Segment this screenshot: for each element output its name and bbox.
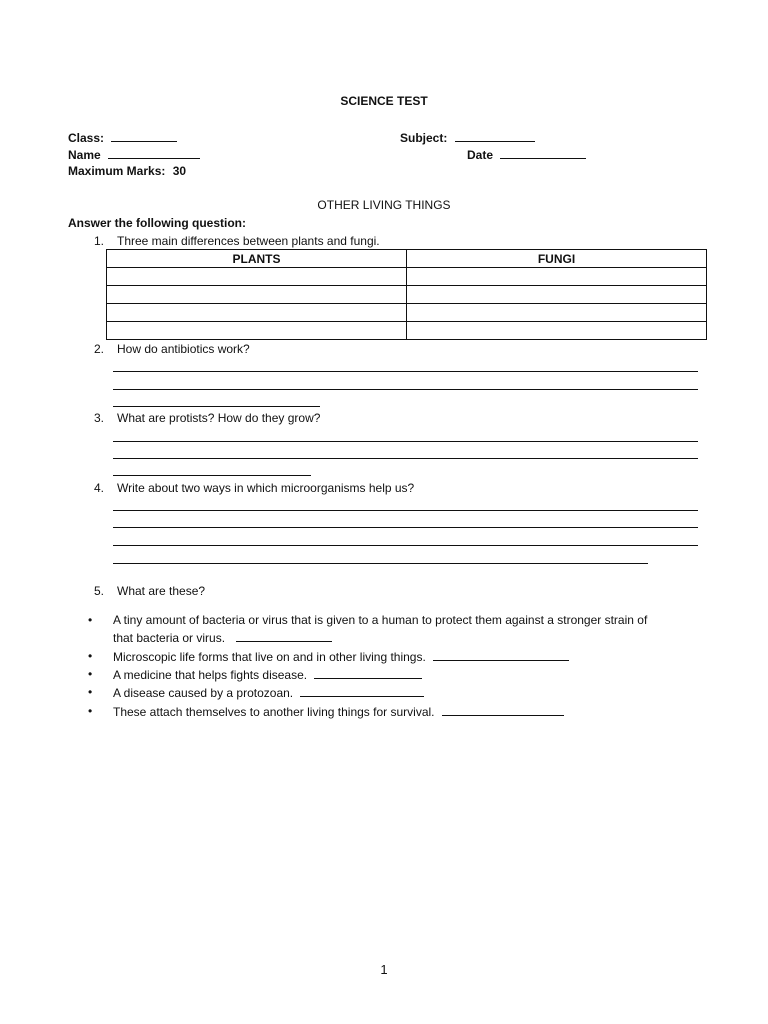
bullet-item-antibiotic	[113, 667, 422, 682]
date-field	[467, 147, 586, 162]
bullet-text: A disease caused by a protozoan.	[113, 686, 294, 700]
table-row	[107, 322, 707, 340]
bullet-text: Microscopic life forms that live on and in other living things.	[113, 650, 426, 664]
table-header-row	[107, 250, 707, 268]
table-row	[107, 268, 707, 286]
bullet-item-protozoan-disease	[113, 685, 424, 700]
answer-line[interactable]	[113, 406, 320, 407]
question-text: How do antibiotics work?	[117, 342, 250, 356]
bullet-icon: •	[88, 649, 93, 663]
bullet-text: These attach themselves to another living things for survival.	[113, 705, 435, 719]
table-row	[107, 286, 707, 304]
bullet-item-vaccine	[113, 630, 332, 645]
table-cell[interactable]	[407, 304, 707, 322]
answer-line[interactable]	[113, 510, 698, 511]
bullet-item-microorganisms	[113, 649, 569, 664]
question-number: 2.	[94, 342, 105, 356]
question-number: 4.	[94, 481, 105, 495]
question-5	[94, 584, 205, 598]
table-cell[interactable]	[407, 268, 707, 286]
answer-line[interactable]	[113, 475, 311, 476]
instruction: Answer the following question:	[68, 216, 246, 230]
class-label: Class:	[68, 131, 105, 145]
table-cell[interactable]	[107, 322, 407, 340]
answer-blank[interactable]	[236, 630, 332, 642]
table-row	[107, 304, 707, 322]
column-header-fungi: FUNGI	[407, 250, 707, 268]
max-marks	[68, 164, 186, 178]
class-field	[68, 130, 177, 145]
subject-label: Subject:	[400, 131, 448, 145]
name-label: Name	[68, 148, 101, 162]
question-3	[94, 411, 320, 425]
answer-line[interactable]	[113, 458, 698, 459]
date-blank[interactable]	[500, 147, 586, 159]
bullet-icon: •	[88, 704, 93, 718]
max-marks-value: 30	[172, 164, 187, 178]
table-cell[interactable]	[107, 304, 407, 322]
section-title: OTHER LIVING THINGS	[317, 198, 451, 212]
answer-blank[interactable]	[314, 667, 422, 679]
column-header-plants: PLANTS	[107, 250, 407, 268]
bullet-item-parasites	[113, 704, 564, 719]
question-number: 5.	[94, 584, 105, 598]
answer-line[interactable]	[113, 563, 648, 564]
subject-blank[interactable]	[455, 130, 535, 142]
bullet-icon: •	[88, 685, 93, 699]
question-2	[94, 342, 250, 356]
table-cell[interactable]	[407, 286, 707, 304]
bullet-text: A medicine that helps fights disease.	[113, 668, 308, 682]
question-1	[94, 234, 380, 248]
table-cell[interactable]	[407, 322, 707, 340]
class-blank[interactable]	[111, 130, 177, 142]
answer-line[interactable]	[113, 389, 698, 390]
name-blank[interactable]	[108, 147, 200, 159]
answer-blank[interactable]	[433, 649, 569, 661]
page-number: 1	[380, 962, 388, 977]
table-cell[interactable]	[107, 286, 407, 304]
name-field	[68, 147, 200, 162]
table-cell[interactable]	[107, 268, 407, 286]
question-text: What are protists? How do they grow?	[117, 411, 321, 425]
answer-blank[interactable]	[300, 685, 424, 697]
question-text: Write about two ways in which microorganisms help us?	[117, 481, 415, 495]
bullet-icon: •	[88, 667, 93, 681]
page-title: SCIENCE TEST	[340, 94, 428, 108]
answer-line[interactable]	[113, 527, 698, 528]
question-text: Three main differences between plants and fungi.	[117, 234, 380, 248]
answer-line[interactable]	[113, 371, 698, 372]
max-marks-label: Maximum Marks:	[68, 164, 166, 178]
date-label: Date	[467, 148, 494, 162]
bullet-text: A tiny amount of bacteria or virus that is given to a human to protect them against a stronger strain of	[113, 613, 648, 627]
bullet-text: that bacteria or virus.	[113, 631, 226, 645]
question-4	[94, 481, 414, 495]
subject-field	[400, 130, 535, 145]
answer-line[interactable]	[113, 545, 698, 546]
answer-blank[interactable]	[442, 704, 564, 716]
differences-table	[106, 249, 707, 340]
bullet-icon: •	[88, 613, 93, 627]
question-text: What are these?	[117, 584, 206, 598]
question-number: 1.	[94, 234, 105, 248]
answer-line[interactable]	[113, 441, 698, 442]
question-number: 3.	[94, 411, 105, 425]
